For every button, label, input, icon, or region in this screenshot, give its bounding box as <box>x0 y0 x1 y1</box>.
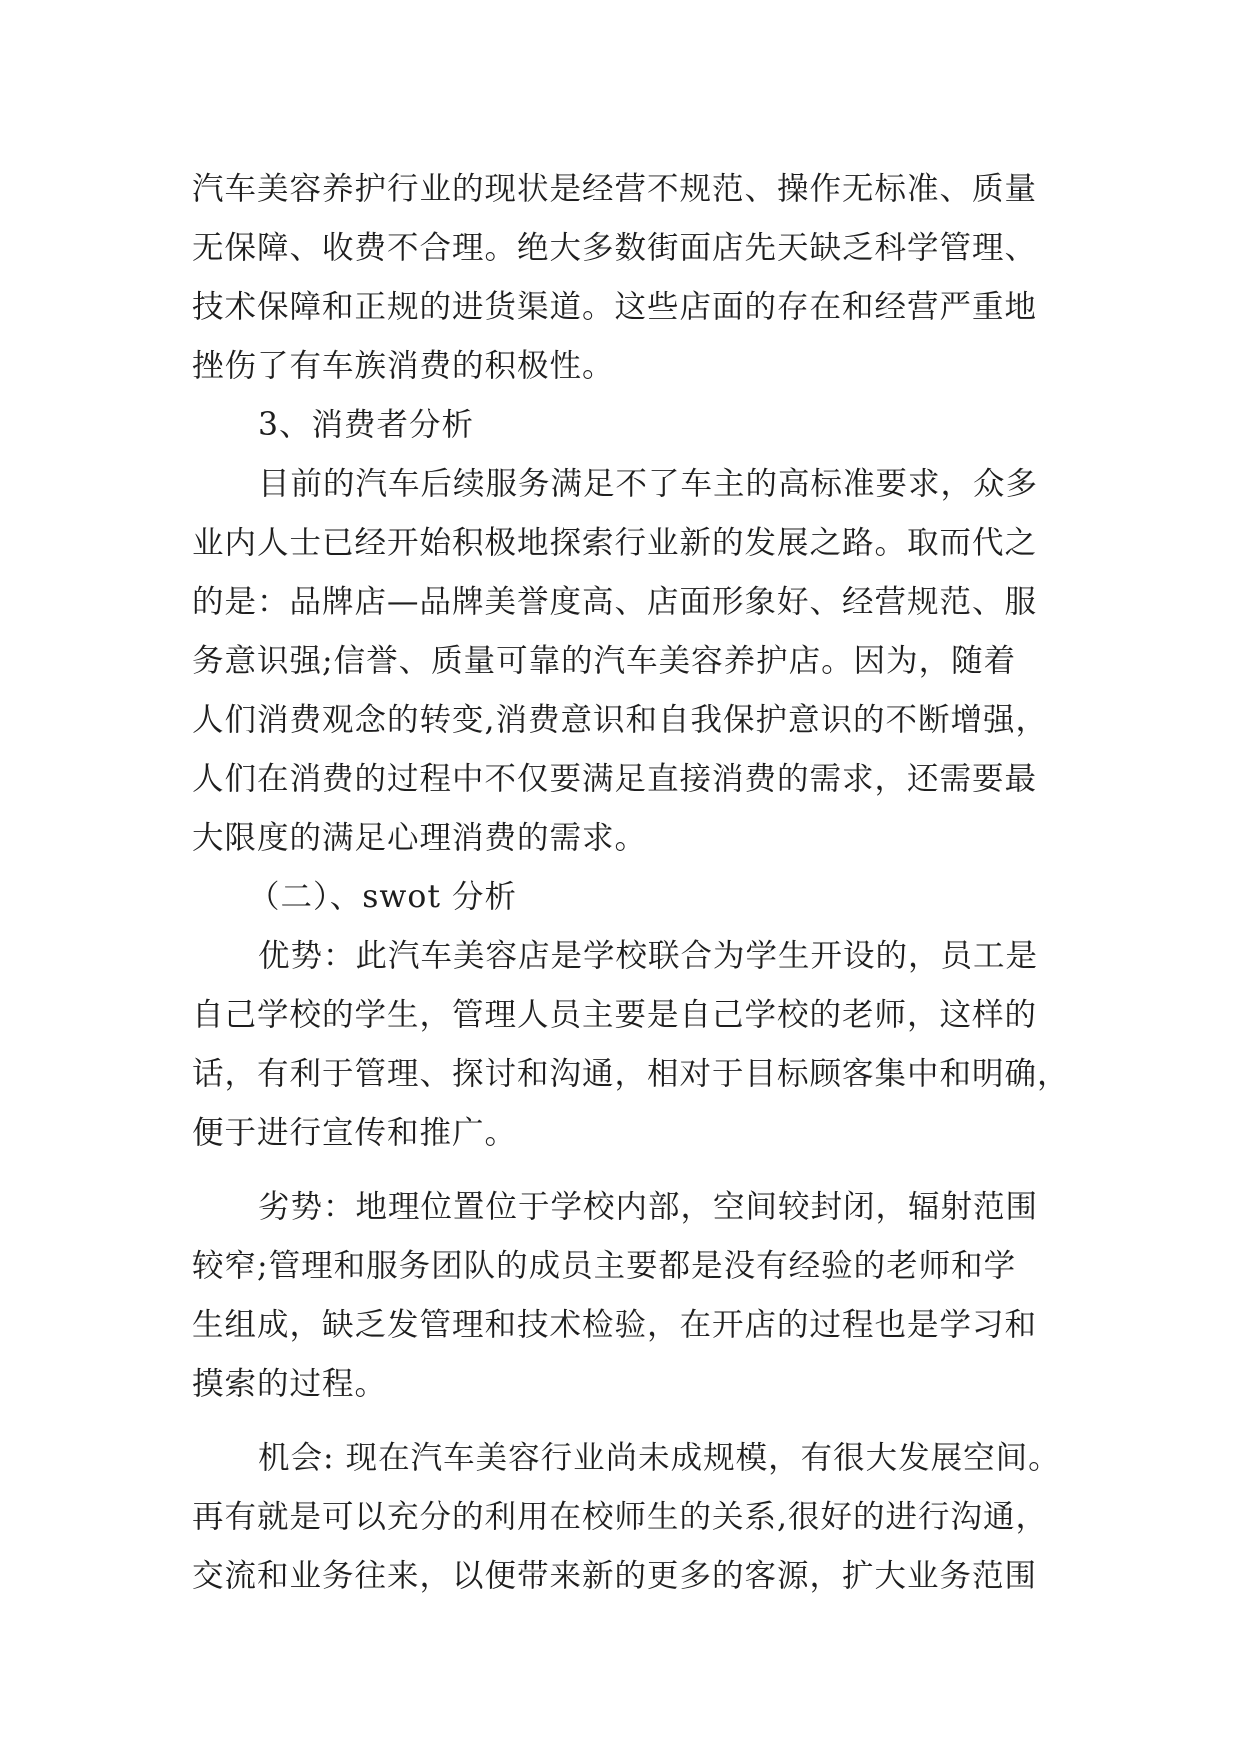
paragraph-line: 劣势：地理位置位于学校内部，空间较封闭，辐射范围 <box>258 1189 1039 1225</box>
paragraph-gap <box>192 1163 1072 1178</box>
paragraph-line: 的是：品牌店—品牌美誉度高、店面形象好、经营规范、服 <box>192 584 1038 620</box>
paragraph-line: 生组成，缺乏发管理和技术检验，在开店的过程也是学习和 <box>192 1307 1038 1343</box>
paragraph-line: 务意识强;信誉、质量可靠的汽车美容养护店。因为，随着 <box>192 643 1017 679</box>
paragraph-line: 机会: 现在汽车美容行业尚未成规模，有很大发展空间。 <box>258 1440 1061 1476</box>
paragraph-line: 自己学校的学生，管理人员主要是自己学校的老师，这样的 <box>192 997 1038 1033</box>
paragraph-line: 优势：此汽车美容店是学校联合为学生开设的，员工是 <box>258 938 1039 974</box>
paragraph-line: 便于进行宣传和推广。 <box>192 1115 518 1151</box>
paragraph-line: 大限度的满足心理消费的需求。 <box>192 820 648 856</box>
section-heading: 3、消费者分析 <box>258 407 475 443</box>
paragraph-line: 人们在消费的过程中不仅要满足直接消费的需求，还需要最 <box>192 761 1038 797</box>
paragraph-line: 较窄;管理和服务团队的成员主要都是没有经验的老师和学 <box>192 1248 1017 1284</box>
paragraph-line: 再有就是可以充分的利用在校师生的关系,很好的进行沟通， <box>192 1499 1049 1535</box>
paragraph-line: 人们消费观念的转变,消费意识和自我保护意识的不断增强， <box>192 702 1049 738</box>
paragraph-line: 交流和业务往来，以便带来新的更多的客源，扩大业务范围 <box>192 1558 1038 1594</box>
paragraph-line: 汽车美容养护行业的现状是经营不规范、操作无标准、质量 <box>192 171 1038 207</box>
section-heading: （二）、swot 分析 <box>248 879 518 915</box>
paragraph-line: 话，有利于管理、探讨和沟通，相对于目标顾客集中和明确， <box>192 1056 1070 1092</box>
paragraph-gap <box>192 1414 1072 1429</box>
paragraph-line: 无保障、收费不合理。绝大多数街面店先天缺乏科学管理、 <box>192 230 1038 266</box>
paragraph-line: 目前的汽车后续服务满足不了车主的高标准要求，众多 <box>258 466 1039 502</box>
paragraph-line: 挫伤了有车族消费的积极性。 <box>192 348 615 384</box>
paragraph-line: 技术保障和正规的进货渠道。这些店面的存在和经营严重地 <box>192 289 1038 325</box>
paragraph-line: 业内人士已经开始积极地探索行业新的发展之路。取而代之 <box>192 525 1038 561</box>
paragraph-line: 摸索的过程。 <box>192 1366 388 1402</box>
document-page <box>192 160 1072 1606</box>
